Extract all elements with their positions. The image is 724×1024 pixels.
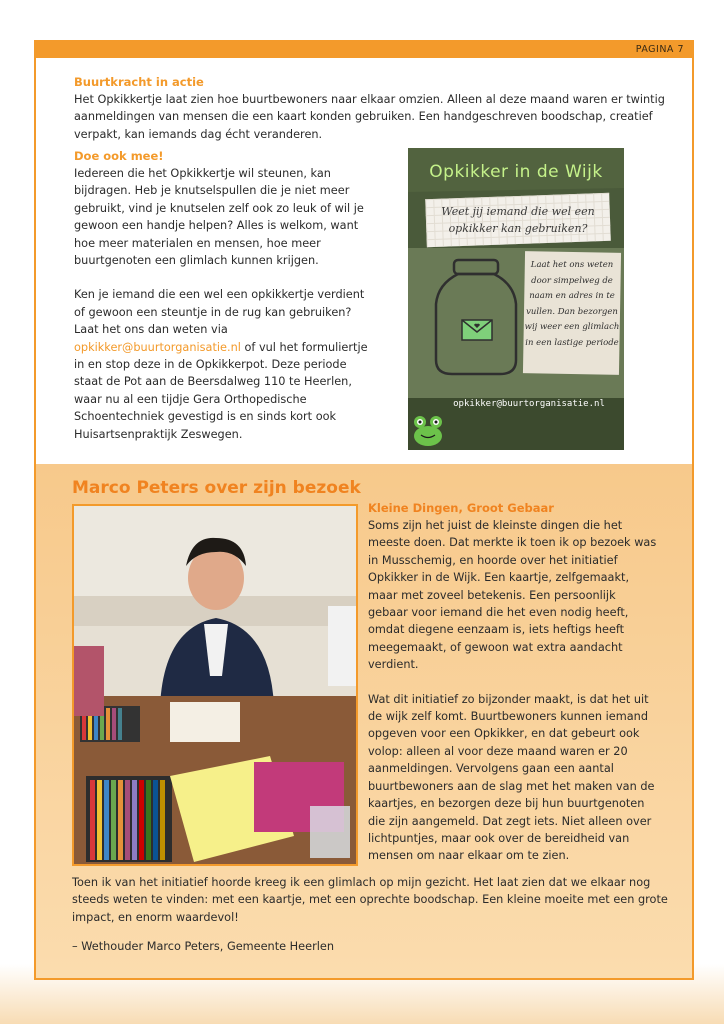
section-buurtkracht [74, 74, 686, 143]
subheading: Kleine Dingen, Groot Gebaar [368, 501, 554, 515]
paragraph-text: of vul het formuliertje in en stop deze in de Opkikkerpot. Deze periode staat de Pot aan de Beersdalweg 110 te Heerlen, waar nu al een tijdje Gera Orthopedische Schoentechniek gevestigd is en sinds kort ook Huisartsenpraktijk Zeswegen. [74, 340, 368, 441]
workshop-photo-image [74, 506, 356, 864]
closing-paragraph [72, 874, 672, 926]
section-paragraph [74, 286, 372, 443]
signature-text: – Wethouder Marco Peters, Gemeente Heerlen [72, 940, 334, 953]
marco-peters-text [368, 500, 658, 865]
section-paragraph: Soms zijn het juist de kleinste dingen die het meeste doen. Dat merkte ik toen ik op bezoek was in Musschemig, en hoorde over het initiatief Opkikker in de Wijk. Een kaartje, zelfgemaakt, maar met zoveel betekenis. Een persoonlijk gebaar voor iemand die het even nodig heeft, omdat diegene eenzaam is, iets heftigs heeft meegemaakt, of gewoon wat extra aandacht verdient. [368, 519, 657, 672]
poster-question: Weet jij iemand die wel een opkikker kan gebruiken? [441, 205, 595, 235]
section-heading: Buurtkracht in actie [74, 75, 204, 89]
paragraph-text: Ken je iemand die een wel een opkikkertje verdient of gewoon een steuntje in de rug kan gebruiken? Laat het ons dan weten via [74, 288, 365, 337]
poster-title: Opkikker in de Wijk [429, 162, 603, 182]
section-paragraph: Toen ik van het initiatief hoorde kreeg ik een glimlach op mijn gezicht. Het laat zien dat we elkaar nog steeds weten te vinden: met een kaartje, met een oprechte boodschap. Een kleine moeite met een grote impact, en enorm waardevol! [72, 876, 668, 924]
page-header-bar [36, 42, 692, 58]
poster-email: opkikker@buurtorganisatie.nl [453, 399, 605, 409]
signature [72, 938, 672, 955]
page-number: PAGINA 7 [635, 44, 684, 55]
section-paragraph: Wat dit initiatief zo bijzonder maakt, is dat het uit de wijk zelf komt. Buurtbewoners kunnen iemand opgeven voor een Opkikker, en dat gebeurt ook volop: alleen al voor deze maand waren er 20 aanmeldingen. Vervolgens gaan een aantal buurtbewoners aan de slag met het maken van de kaartjes, en bezorgen deze bij hun buurtgenoten die zijn aangemeld. Dat zegt iets. Niet alleen over lichtpuntjes, maar ook over de bereidheid van mensen om naar elkaar om te zien. [368, 692, 655, 863]
section-marco-peters [36, 464, 692, 978]
section-title: Marco Peters over zijn bezoek [72, 478, 361, 498]
section-heading: Doe ook mee! [74, 149, 164, 163]
poster-note: Laat het ons weten door simpelweg de naam en adres in te vullen. Dan bezorgen wij weer een glimlach in een lastige periode [524, 260, 620, 348]
email-link[interactable]: opkikker@buurtorganisatie.nl [74, 340, 241, 354]
section-doe-mee [74, 148, 372, 443]
page-frame [34, 40, 694, 980]
opkikker-poster [408, 148, 624, 450]
section-body: Het Opkikkertje laat zien hoe buurtbewoners naar elkaar omzien. Alleen al deze maand waren er twintig aanmeldingen van mensen die een kaart konden gebruiken. Een handgeschreven boodschap, creatief verpakt, kan iemands dag écht veranderen. [74, 93, 665, 141]
photo-workshop [72, 504, 358, 866]
frog-icon [410, 410, 446, 448]
jar-icon [424, 256, 528, 378]
section-paragraph: Iedereen die het Opkikkertje wil steunen, kan bijdragen. Heb je knutselspullen die je niet meer gebruikt, vind je knutselen zelf ook zo leuk of wil je gewoon een handje helpen? Alles is welkom, want hoe meer materialen en mensen, hoe meer buurtgenoten een glimlach kunnen krijgen. [74, 167, 364, 268]
